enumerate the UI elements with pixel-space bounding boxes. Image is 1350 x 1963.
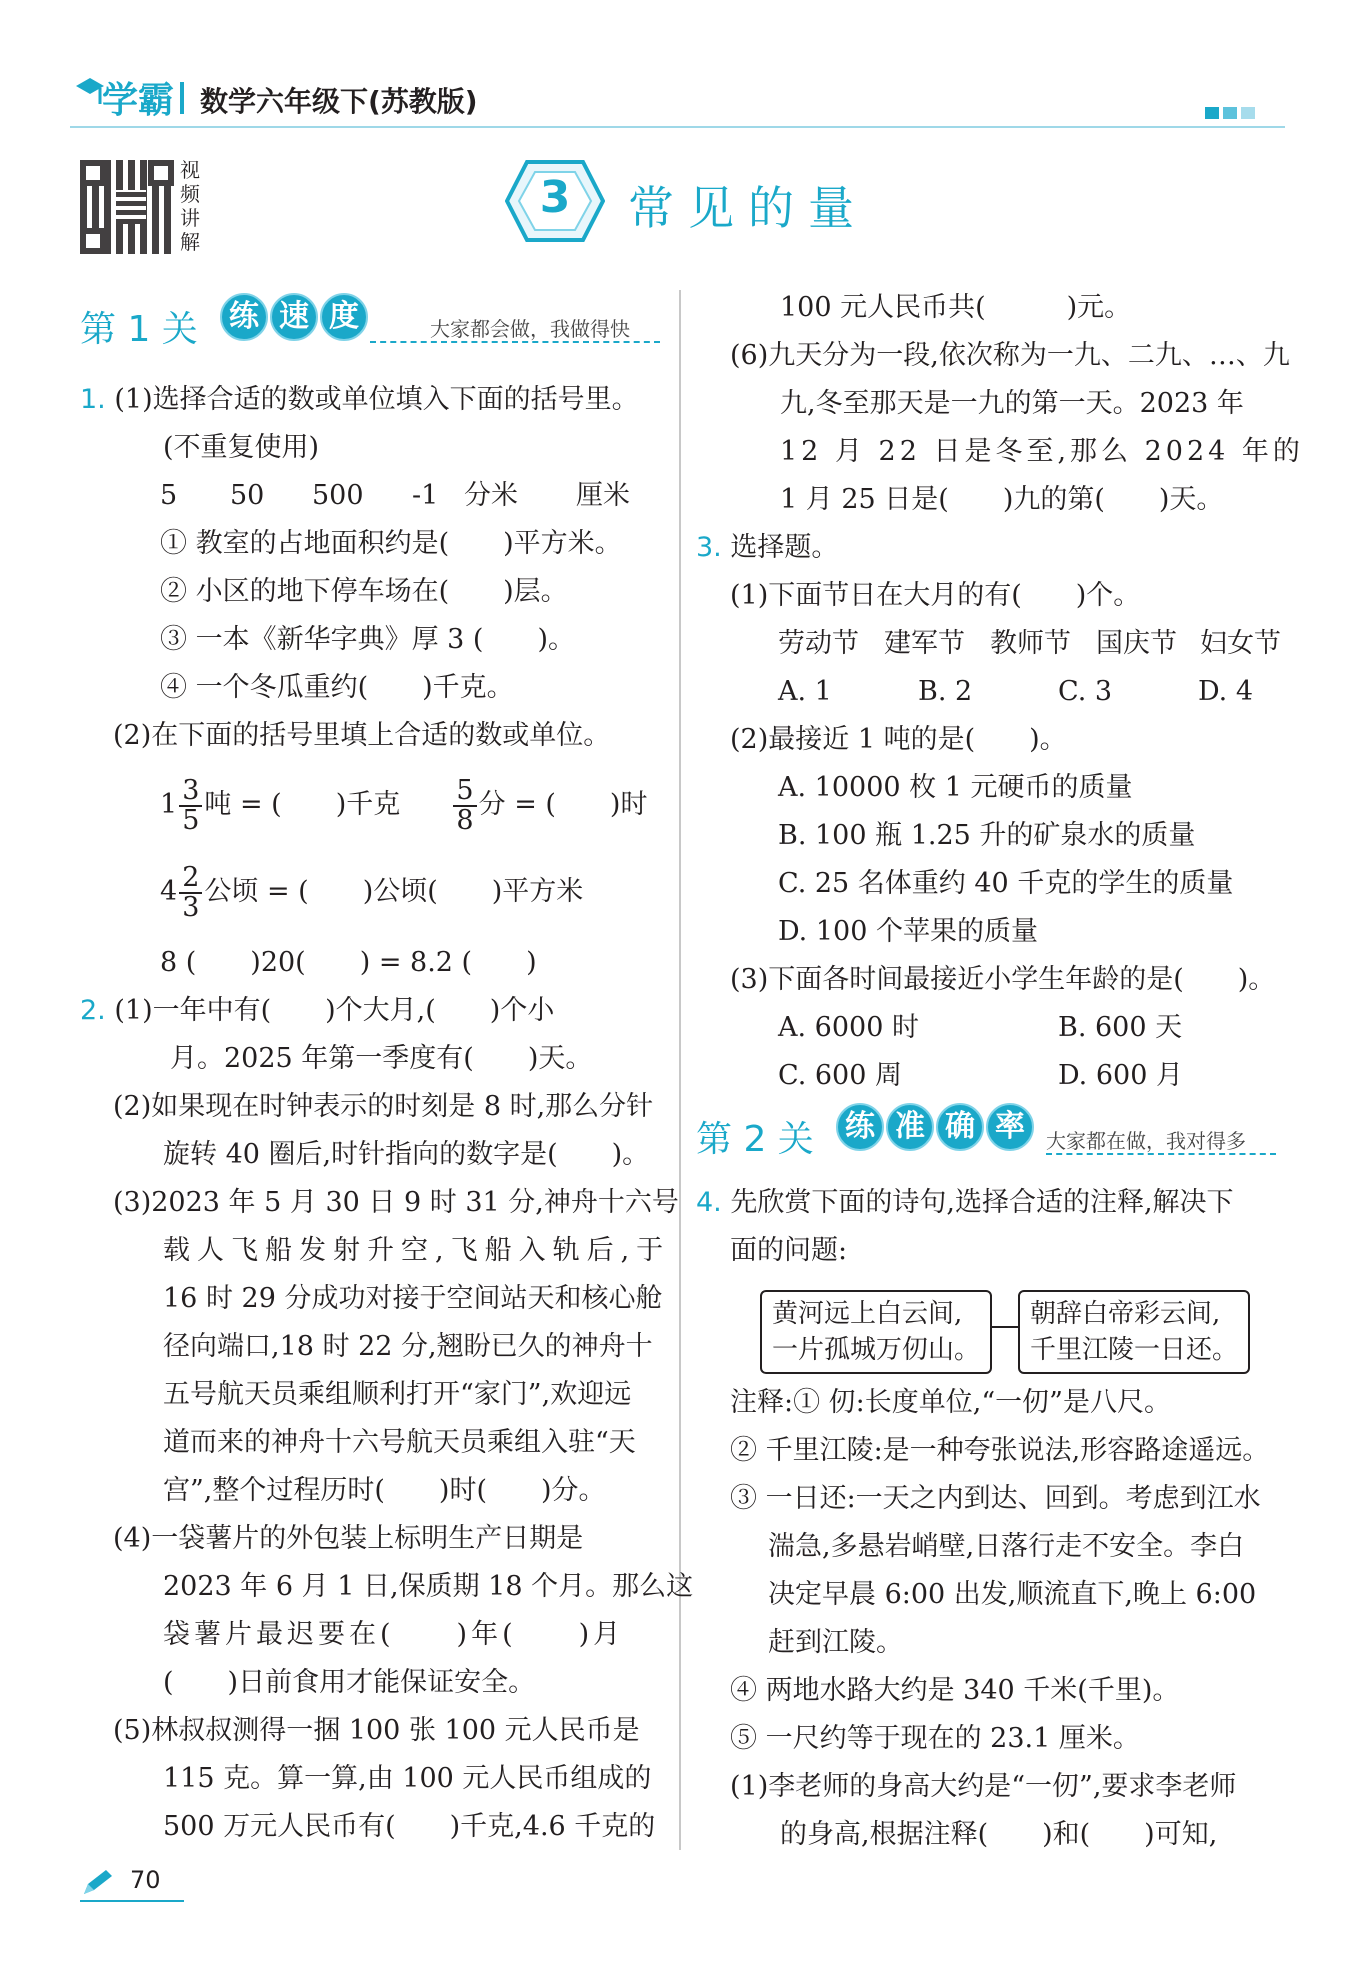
q3-2: (2)最接近 1 吨的是( )。 (730, 724, 1067, 755)
q2-5a: (5)林叔叔测得一捆 100 张 100 元人民币是 (113, 1715, 640, 1746)
q2-6c: 12 月 22 日是冬至,那么 2024 年的 (780, 436, 1304, 467)
q2-3e: 五号航天员乘组顺利打开“家门”,欢迎远 (163, 1379, 632, 1410)
q2-1a: 2. (1)一年中有( )个大月,( )个小 (80, 995, 555, 1026)
note-3d: 赶到江陵。 (768, 1627, 903, 1658)
bubble-1: 练 (836, 1103, 884, 1151)
q1-equation: 8 ( )20( ) = 8.2 ( ) (160, 947, 537, 978)
poem-box-left: 黄河远上白云间, 一片孤城万仞山。 (760, 1290, 992, 1374)
note-3c: 决定早晨 6:00 出发,顺流直下,晚上 6:00 (768, 1579, 1257, 1610)
q2-5b: 115 克。算一算,由 100 元人民币组成的 (163, 1763, 652, 1794)
header (70, 62, 1285, 132)
poem-box-right: 朝辞白帝彩云间, 千里江陵一日还。 (1018, 1290, 1250, 1374)
q1-line1: 1. (1)选择合适的数或单位填入下面的括号里。 (80, 384, 639, 415)
note-3a: ③ 一日还:一天之内到达、回到。考虑到江水 (730, 1483, 1261, 1514)
q3-1: (1)下面节日在大月的有( )个。 (730, 580, 1141, 611)
column-divider (679, 290, 681, 1850)
q2-3f: 道而来的神舟十六号航天员乘组入驻“天 (163, 1427, 636, 1458)
header-rule (70, 126, 1285, 128)
level1-bubbles (220, 293, 370, 341)
chapter-title: 常见的量 (628, 181, 868, 235)
q3-1-options: A. 1 B. 2 C. 3 D. 4 (778, 676, 1254, 707)
logo: 学霸 (102, 80, 175, 121)
level1-heading (80, 293, 660, 353)
q2-3c: 16 时 29 分成功对接于空间站天和核心舱 (163, 1283, 663, 1314)
q2-4d: ( )日前食用才能保证安全。 (163, 1667, 536, 1698)
note-1: 注释:① 仞:长度单位,“一仞”是八尺。 (730, 1387, 1171, 1418)
level2-bubbles (836, 1103, 1036, 1151)
q4-p1b: 的身高,根据注释( )和( )可知, (780, 1819, 1218, 1850)
pencil-icon (80, 1868, 116, 1898)
q4-p1a: (1)李老师的身高大约是“一仞”,要求李老师 (730, 1771, 1237, 1802)
q1-options: 5 50 500 -1 分米 厘米 (160, 480, 630, 511)
bubble-3: 度 (320, 293, 368, 341)
fraction-row-1: 1 $\frac{3}{5}$ 吨 = ( )千克 $\frac{5}{8}$ 分 = ( )时 (160, 774, 648, 836)
level1-prefix: 第 1 关 (80, 309, 198, 350)
q1-d: ④ 一个冬瓜重约( )千克。 (160, 672, 514, 703)
q3-2-a: A. 10000 枚 1 元硬币的质量 (778, 772, 1133, 803)
q2-4c: 袋薯片最迟要在( )年( )月 (163, 1619, 625, 1650)
q1-2: (2)在下面的括号里填上合适的数或单位。 (113, 720, 611, 751)
qr-label: 视 频 讲 解 (180, 158, 200, 254)
q2-4a: (4)一袋薯片的外包装上标明生产日期是 (113, 1523, 584, 1554)
q2-6b: 九,冬至那天是一九的第一天。2023 年 (780, 388, 1244, 419)
level2-heading (696, 1103, 1276, 1163)
q3-3-ab: A. 6000 时 B. 600 天 (778, 1012, 1183, 1043)
level1-slogan: 大家都会做，我做得快 (430, 317, 630, 341)
bubble-1: 练 (220, 293, 268, 341)
q3-3-cd: C. 600 周 D. 600 月 (778, 1060, 1183, 1091)
q4-b: 面的问题: (730, 1235, 848, 1266)
q2-2a: (2)如果现在时钟表示的时刻是 8 时,那么分针 (113, 1091, 654, 1122)
bubble-4: 率 (986, 1103, 1034, 1151)
q2-2b: 旋转 40 圈后,时针指向的数字是( )。 (163, 1139, 650, 1170)
q2-5c: 500 万元人民币有( )千克,4.6 千克的 (163, 1811, 656, 1842)
page-number: 70 (130, 1866, 161, 1894)
poem-connector (990, 1326, 1018, 1328)
q2-4b: 2023 年 6 月 1 日,保质期 18 个月。那么这 (163, 1571, 694, 1602)
q2-1b: 月。2025 年第一季度有( )天。 (170, 1043, 593, 1074)
note-2: ② 千里江陵:是一种夸张说法,形容路途遥远。 (730, 1435, 1270, 1466)
q2-3a: (3)2023 年 5 月 30 日 9 时 31 分,神舟十六号 (113, 1187, 679, 1218)
header-decor-squares (1205, 104, 1255, 123)
q3-3: (3)下面各时间最接近小学生年龄的是( )。 (730, 964, 1276, 995)
fraction-row-2: 4 $\frac{2}{3}$ 公顷 = ( )公顷( )平方米 (160, 861, 584, 923)
q2-6a: (6)九天分为一段,依次称为一九、二九、…、九 (730, 340, 1290, 371)
q1-c: ③ 一本《新华字典》厚 3 ( )。 (160, 624, 575, 655)
q1-b: ② 小区的地下停车场在( )层。 (160, 576, 568, 607)
q1-line2: (不重复使用) (163, 432, 320, 463)
note-4: ④ 两地水路大约是 340 千米(千里)。 (730, 1675, 1180, 1706)
q3-2-b: B. 100 瓶 1.25 升的矿泉水的质量 (778, 820, 1196, 851)
q3-title: 3. 选择题。 (696, 532, 839, 563)
logo-divider (180, 82, 184, 114)
q4-a: 4. 先欣赏下面的诗句,选择合适的注释,解决下 (696, 1187, 1234, 1218)
r1: 100 元人民币共( )元。 (780, 292, 1132, 323)
note-5: ⑤ 一尺约等于现在的 23.1 厘米。 (730, 1723, 1140, 1754)
footer-rule (80, 1900, 184, 1902)
q2-3b: 载人飞船发射升空,飞船入轨后,于 (163, 1235, 671, 1266)
q2-3d: 径向端口,18 时 22 分,翘盼已久的神舟十 (163, 1331, 653, 1362)
q3-2-c: C. 25 名体重约 40 千克的学生的质量 (778, 868, 1234, 899)
qr-code[interactable] (80, 160, 174, 254)
level2-prefix: 第 2 关 (696, 1119, 814, 1160)
q1-a: ① 教室的占地面积约是( )平方米。 (160, 528, 622, 559)
q2-3g: 宫”,整个过程历时( )时( )分。 (163, 1475, 606, 1506)
level2-slogan: 大家都在做，我对得多 (1046, 1129, 1246, 1153)
bubble-2: 准 (886, 1103, 934, 1151)
q3-1-items: 劳动节 建军节 教师节 国庆节 妇女节 (778, 628, 1281, 659)
bubble-2: 速 (270, 293, 318, 341)
note-3b: 湍急,多悬岩峭壁,日落行走不安全。李白 (768, 1531, 1245, 1562)
q2-6d: 1 月 25 日是( )九的第( )天。 (780, 484, 1224, 515)
book-title: 数学六年级下(苏教版) (200, 85, 478, 118)
chapter-number: 3 (539, 172, 571, 223)
q3-2-d: D. 100 个苹果的质量 (778, 916, 1038, 947)
bubble-3: 确 (936, 1103, 984, 1151)
